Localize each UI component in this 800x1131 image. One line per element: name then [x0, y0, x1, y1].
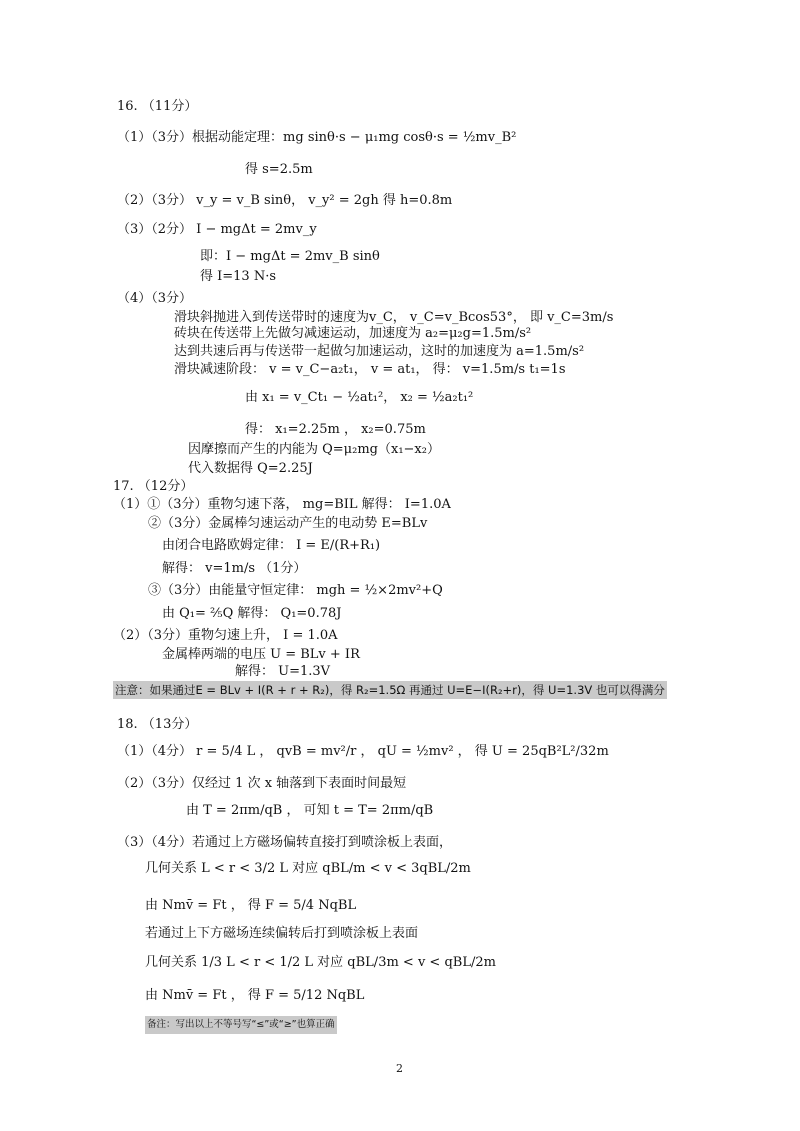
- q18-line3: 由 T = 2πm/qB ， 可知 t = T= 2πm/qB: [186, 803, 434, 818]
- q17-line8: 金属棒两端的电压 U = BLv + IR: [162, 647, 360, 662]
- q16-part3-result: 得 I=13 N·s: [200, 269, 277, 284]
- q18-line9: 由 Nmv̄ = Ft ， 得 F = 5/12 NqBL: [145, 988, 365, 1003]
- q16-part3: （3）（2分） I − mgΔt = 2mv_y: [117, 222, 317, 237]
- q18-line2: （2）（3分）仅经过 1 次 x 轴落到下表面时间最短: [117, 776, 407, 791]
- q16-line4: 滑块减速阶段： v = v_C−a₂t₁， v = at₁， 得： v=1.5m/s t₁=1s: [174, 362, 566, 377]
- q16-part1-result: 得 s=2.5m: [245, 162, 313, 177]
- q17-line4: 解得： v=1m/s （1分）: [162, 561, 307, 576]
- q16-line5: 由 x₁ = v_Ct₁ − ½at₁²， x₂ = ½a₂t₁²: [245, 390, 474, 405]
- q16-line3: 达到共速后再与传送带一起做匀加速运动，这时的加速度为 a=1.5m/s²: [174, 344, 585, 359]
- q16-line8: 代入数据得 Q=2.25J: [188, 461, 313, 476]
- q16-part4: （4）（3分）: [117, 291, 193, 306]
- q16-part1: （1）（3分）根据动能定理：mg sinθ·s − μ₁mg cosθ·s = ½mv_B²: [117, 130, 517, 145]
- q17-line9: 解得： U=1.3V: [235, 664, 331, 679]
- q18-line7: 若通过上下方磁场连续偏转后打到喷涂板上表面: [145, 926, 419, 941]
- page-number: 2: [396, 1062, 403, 1075]
- q16-part2: （2）（3分） v_y = v_B sinθ， v_y² = 2gh 得 h=0.8m: [117, 193, 453, 208]
- q17-line3: 由闭合电路欧姆定律： I = E/(R+R₁): [162, 538, 381, 553]
- q17-line5: ③（3分）由能量守恒定律： mgh = ½×2mv²+Q: [148, 583, 443, 598]
- q16-line2: 砖块在传送带上先做匀减速运动，加速度为 a₂=μ₂g=1.5m/s²: [174, 326, 532, 341]
- q17-line6: 由 Q₁= ⅖Q 解得： Q₁=0.78J: [162, 606, 342, 621]
- q18-line8: 几何关系 1/3 L < r < 1/2 L 对应 qBL/3m < v < qBL/2m: [145, 955, 496, 970]
- q18-line5: 几何关系 L < r < 3/2 L 对应 qBL/m < v < 3qBL/2m: [145, 861, 471, 876]
- q17-header: 17. （12分）: [113, 479, 194, 494]
- q17-note: 注意：如果通过E = BLv + I(R + r + R₂)，得 R₂=1.5Ω 再通过 U=E−I(R₂+r)，得 U=1.3V 也可以得满分: [115, 683, 665, 697]
- q16-line1: 滑块斜抛进入到传送带时的速度为v_C， v_C=v_Bcos53°， 即 v_C=3m/s: [174, 310, 614, 325]
- q18-line1: （1）（4分） r = 5/4 L ， qvB = mv²/r ， qU = ½mv² ， 得 U = 25qB²L²/32m: [117, 744, 609, 759]
- q17-line1: （1）①（3分）重物匀速下落， mg=BIL 解得： I=1.0A: [113, 497, 451, 512]
- q16-header: 16. （11分）: [117, 99, 198, 114]
- q18-header: 18. （13分）: [117, 717, 198, 732]
- q16-part3-b: 即：I − mgΔt = 2mv_B sinθ: [200, 249, 380, 264]
- q18-note: 备注：写出以上不等号写“≤”或“≥”也算正确: [145, 1016, 337, 1034]
- q18-line6: 由 Nmv̄ = Ft ， 得 F = 5/4 NqBL: [145, 898, 357, 913]
- q17-line2: ②（3分）金属棒匀速运动产生的电动势 E=BLv: [148, 516, 428, 531]
- q17-line7: （2）（3分）重物匀速上升， I = 1.0A: [113, 628, 338, 643]
- q16-line6: 得： x₁=2.25m ， x₂=0.75m: [245, 422, 426, 437]
- q18-line4: （3）（4分）若通过上方磁场偏转直接打到喷涂板上表面，: [117, 835, 453, 850]
- q16-line7: 因摩擦而产生的内能为 Q=μ₂mg（x₁−x₂）: [188, 442, 440, 457]
